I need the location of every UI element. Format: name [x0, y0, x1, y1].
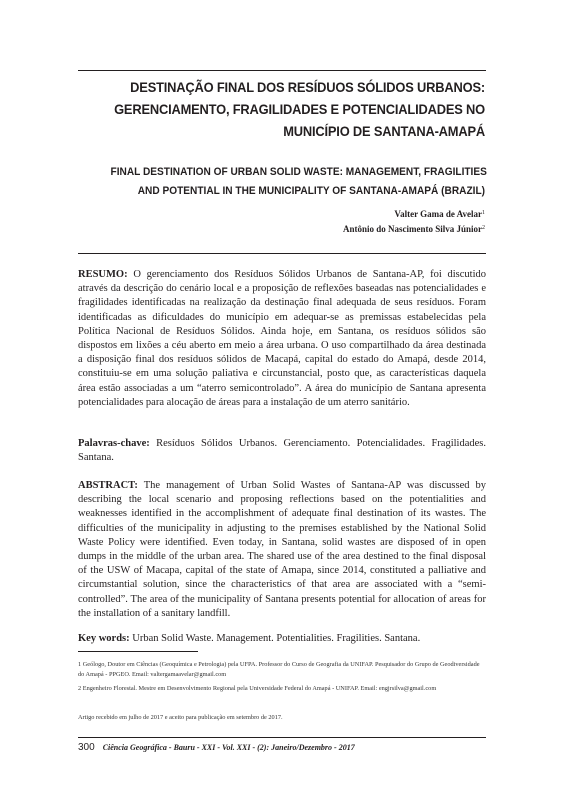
footer-divider: [78, 737, 486, 738]
keywords-en-text: Urban Solid Waste. Management. Potentialities. Fragilities. Santana.: [132, 633, 421, 644]
top-divider: [78, 70, 486, 71]
abstract-paragraph: [78, 479, 486, 621]
title-portuguese: [111, 76, 485, 142]
abstract-label: ABSTRACT:: [78, 480, 138, 491]
footnote: 1 Geólogo, Doutor em Ciências (Geoquímica e Petrologia) pela UFPA. Professor do Curso de Geografia da UNIFAP. Pesquisador do Grupo de Geodiversidade do Amapá - PPGEO. Email: valtergamaavelar@gmail.com: [78, 661, 480, 678]
keywords-pt-text: Resíduos Sólidos Urbanos. Gerenciamento. Potencialidades. Fragilidades. Santana.: [78, 438, 486, 464]
resumo-paragraph: [78, 268, 486, 410]
resumo-text: O gerenciamento dos Resíduos Sólidos Urbanos de Santana-AP, foi discutido através da descrição do cenário local e a proposição de reflexões baseadas nas potencialidades e fragilidades identificadas na realização da destinação final adequada de seus resíduos. Foram identificadas as dificuldades do município em adequar-se as premissas estabelecidas pela Política Nacional de Resíduos Sólidos. Ainda hoje, em Santana, os resíduos sólidos são dispostos em lixões a céu aberto em meio a área urbana. O uso compartilhado da área destinada a disposição final dos resíduos sólidos de Macapá, capital do estado do Amapá, desde 2014, constituiu-se em uma solução paliativa e circunstancial, posto que, as características daquela área estão associadas a um “aterro semicontrolado”. A área do município de Santana apresenta potencialidades para alocação de áreas para a instalação de um aterro sanitário.: [78, 269, 487, 408]
footnote-divider: [78, 651, 198, 652]
keywords-en-paragraph: [78, 632, 486, 646]
author-line: [394, 209, 485, 219]
footnote: 2 Engenheiro Florestal. Mestre em Desenvolvimento Regional pela Universidade Federal do Amapá - UNIFAP. Email: engjrsilva@gmail.com: [78, 685, 437, 692]
keywords-en-label: Key words:: [78, 633, 130, 644]
author-name: Valter Gama de Avelar: [394, 209, 482, 219]
title-en-line: FINAL DESTINATION OF URBAN SOLID WASTE: MANAGEMENT, FRAGILITIES: [110, 166, 487, 178]
title-pt-line: MUNICÍPIO DE SANTANA-AMAPÁ: [283, 123, 485, 139]
journal-citation: Ciência Geográfica - Bauru - XXI - Vol. XXI - (2): Janeiro/Dezembro - 2017: [102, 743, 355, 752]
title-pt-line: GERENCIAMENTO, FRAGILIDADES E POTENCIALIDADES NO: [114, 101, 485, 117]
author-line: [343, 224, 485, 234]
keywords-pt-paragraph: [78, 437, 486, 465]
author-name: Antônio do Nascimento Silva Júnior: [342, 224, 482, 234]
header-divider: [78, 253, 486, 254]
resumo-label: RESUMO:: [78, 269, 128, 280]
abstract-text: The management of Urban Solid Wastes of Santana-AP was discussed by describing the local scenario and proposing reflections based on the potentialities and weaknesses identified in the accomplishment of adequate final destination of its wastes. The difficulties of the municipality in adjusting to the premises established by the National Solid Waste Policy were identified. Even today, in Santana, solid wastes are disposed of in open dumps in the middle of the urban area. The shared use of the area destined to the final disposal of the USW of Macapa, capital of the state of Amapa, since 2014, constituted a palliative and circumstantial solution, since the characteristics of that area are associated with a “semi-controlled”. The area of the municipality of Santana presents potential for allocation of areas for the installation of a sanitary landfill.: [78, 480, 486, 619]
page-number: 300: [78, 742, 95, 753]
keywords-pt-label: Palavras-chave:: [78, 438, 150, 449]
received-note: Artigo recebido em julho de 2017 e aceito para publicação em setembro de 2017.: [78, 714, 283, 721]
title-pt-line: DESTINAÇÃO FINAL DOS RESÍDUOS SÓLIDOS URBANOS:: [130, 79, 486, 95]
title-english: [111, 163, 485, 201]
author-footnote-ref[interactable]: 2: [482, 225, 485, 231]
author-footnote-ref[interactable]: 1: [482, 210, 485, 216]
page-footer: [78, 742, 355, 753]
title-en-line: AND POTENTIAL IN THE MUNICIPALITY OF SANTANA-AMAPÁ (BRAZIL): [137, 185, 486, 197]
